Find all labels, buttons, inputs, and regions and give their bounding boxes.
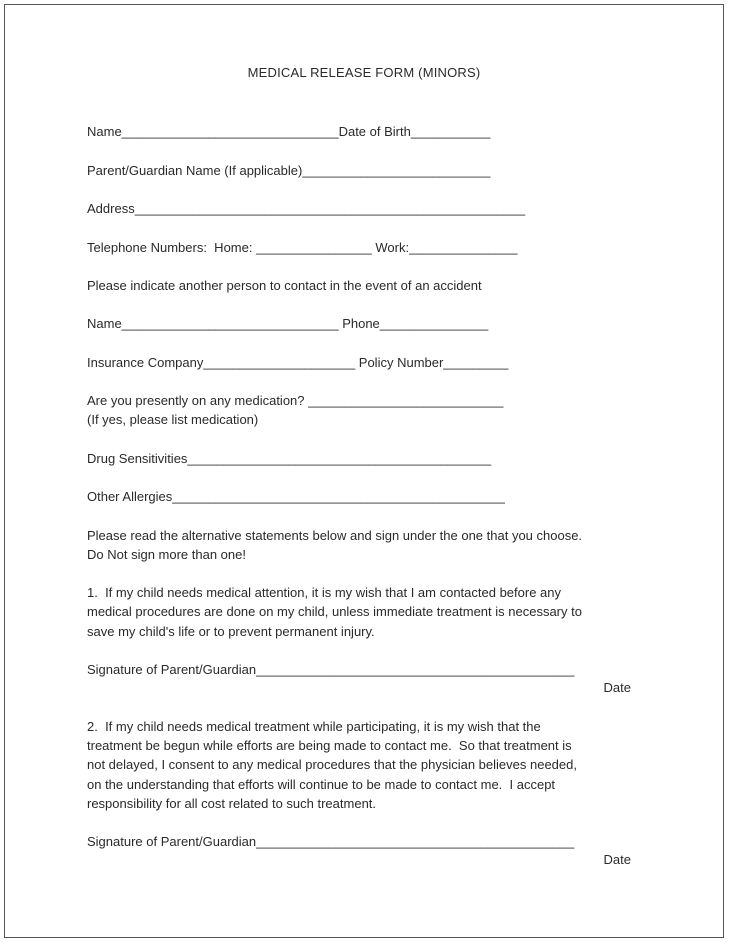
date-1-label: Date: [603, 680, 631, 695]
guardian-name-field[interactable]: Parent/Guardian Name (If applicable)__________________________: [87, 163, 491, 178]
telephone-field[interactable]: Telephone Numbers: Home: ________________ Work:_______________: [87, 240, 518, 255]
medication-note: (If yes, please list medication): [87, 412, 259, 427]
signature-1-field[interactable]: Signature of Parent/Guardian____________________________________________: [87, 662, 575, 677]
insurance-field[interactable]: Insurance Company_____________________ Policy Number_________: [87, 355, 509, 370]
instructions-line-1: Please read the alternative statements below and sign under the one that you choose.: [87, 528, 583, 543]
statement-2-line-5: responsibility for all cost related to such treatment.: [87, 796, 377, 811]
statement-1-line-2: medical procedures are done on my child, unless immediate treatment is necessary to: [87, 604, 582, 619]
page-title: MEDICAL RELEASE FORM (MINORS): [247, 65, 481, 80]
statement-2-line-3: not delayed, I consent to any medical procedures that the physician believes needed,: [87, 757, 577, 772]
statement-2-line-1: 2. If my child needs medical treatment while participating, it is my wish that the: [87, 719, 541, 734]
signature-2-field[interactable]: Signature of Parent/Guardian____________________________________________: [87, 834, 575, 849]
form-page: [4, 4, 724, 938]
statement-2-line-2: treatment be begun while efforts are being made to contact me. So that treatment is: [87, 738, 572, 753]
medication-field[interactable]: Are you presently on any medication? ___________________________: [87, 393, 504, 408]
name-dob-field[interactable]: Name______________________________Date of Birth___________: [87, 124, 491, 139]
statement-1-line-3: save my child's life or to prevent permanent injury.: [87, 624, 375, 639]
statement-2-line-4: on the understanding that efforts will continue to be made to contact me. I accept: [87, 777, 556, 792]
statement-1-line-1: 1. If my child needs medical attention, it is my wish that I am contacted before any: [87, 585, 562, 600]
other-allergies-field[interactable]: Other Allergies______________________________________________: [87, 489, 505, 504]
drug-sensitivities-field[interactable]: Drug Sensitivities__________________________________________: [87, 451, 492, 466]
address-field[interactable]: Address______________________________________________________: [87, 201, 526, 216]
contact-name-phone-field[interactable]: Name______________________________ Phone_______________: [87, 316, 489, 331]
date-2-label: Date: [603, 852, 631, 867]
instructions-line-2: Do Not sign more than one!: [87, 547, 246, 562]
contact-prompt: Please indicate another person to contact in the event of an accident: [87, 278, 482, 293]
